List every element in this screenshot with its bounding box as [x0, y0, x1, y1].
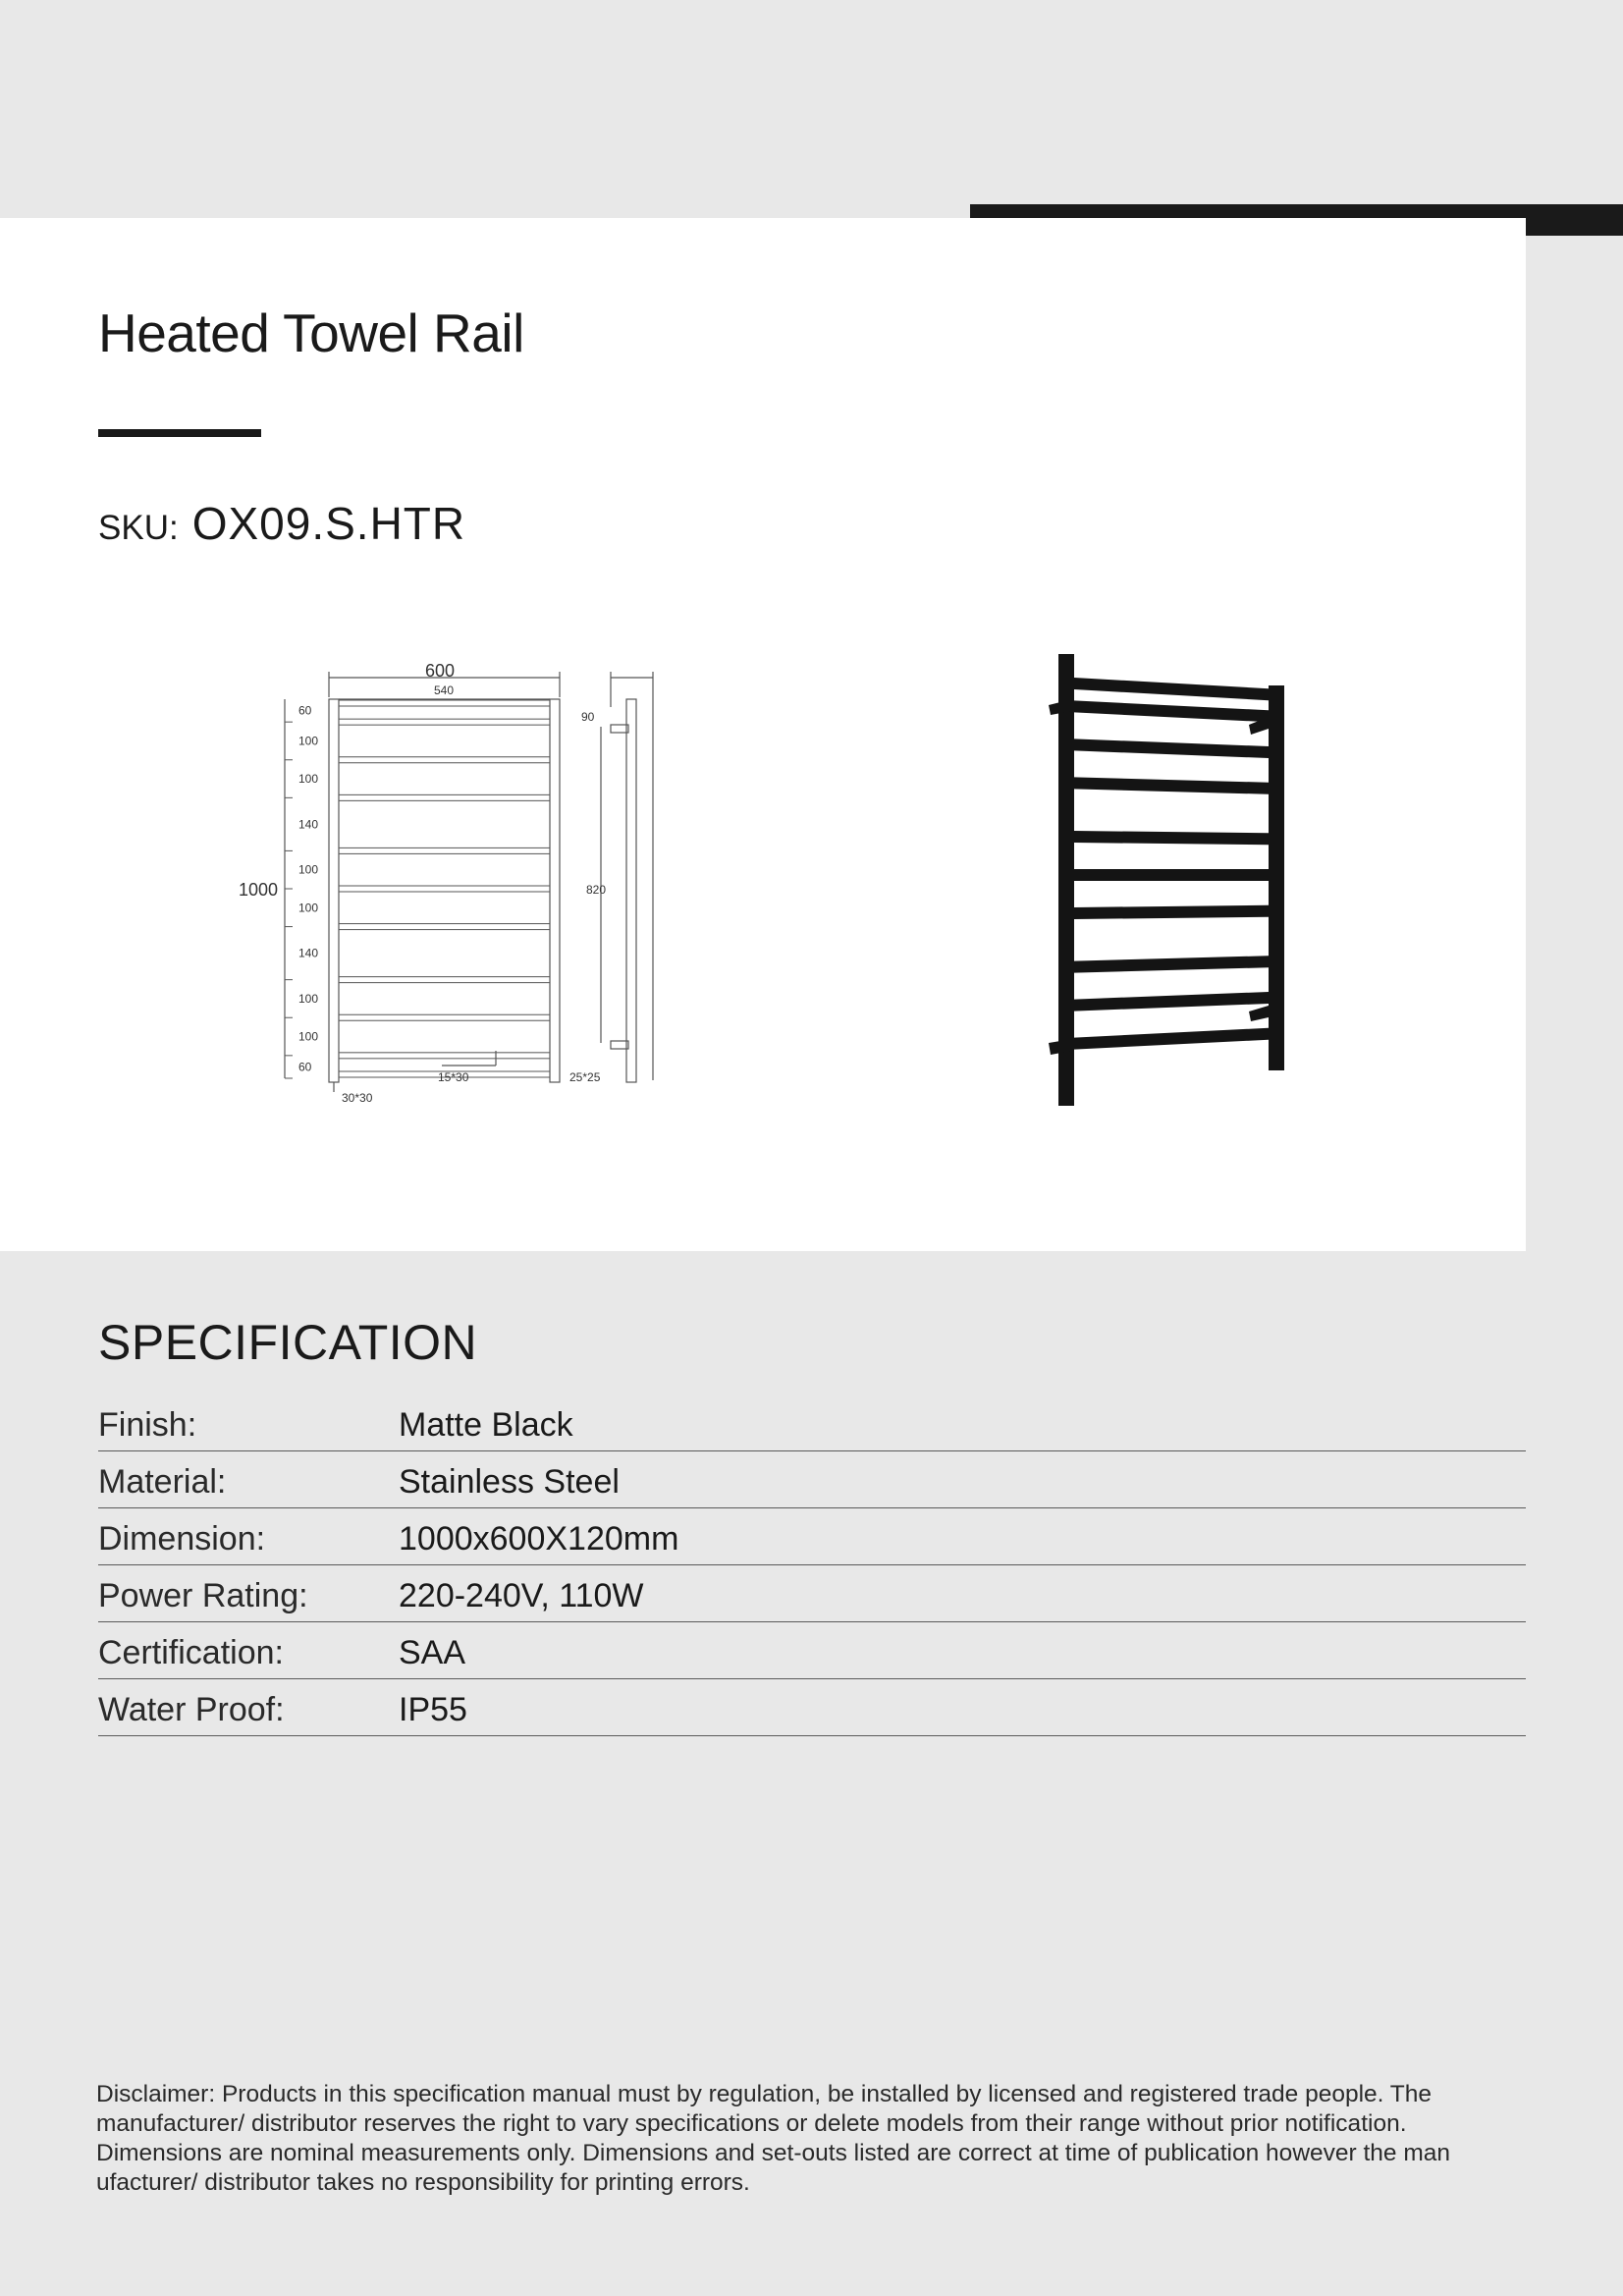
product-rail-bar — [1074, 1028, 1269, 1050]
spacing-label: 60 — [298, 1060, 312, 1074]
side-height-label: 820 — [586, 883, 607, 897]
rail-bar — [339, 847, 550, 853]
page-title: Heated Towel Rail — [98, 302, 524, 363]
product-rail-bar — [1074, 777, 1269, 793]
bracket-section-label: 25*25 — [569, 1070, 601, 1084]
rail-bar — [339, 886, 550, 892]
rail-bars — [339, 700, 550, 1077]
specification-table — [98, 1394, 1526, 1736]
spacing-label: 100 — [298, 901, 319, 915]
spacing-label: 100 — [298, 1029, 319, 1044]
spec-row-finish — [98, 1394, 1526, 1451]
rail-bar — [339, 757, 550, 763]
spacing-label: 100 — [298, 734, 319, 748]
spec-label: Dimension: — [98, 1520, 266, 1558]
product-rail-bar — [1074, 956, 1269, 972]
spec-row-power-rating — [98, 1565, 1526, 1622]
spec-label: Certification: — [98, 1634, 284, 1671]
spec-value: Stainless Steel — [399, 1463, 620, 1501]
sku-line — [98, 498, 466, 549]
spacing-label: 100 — [298, 991, 319, 1006]
side-view-upright — [626, 699, 636, 1082]
spacing-label: 100 — [298, 862, 319, 877]
spacing-label: 100 — [298, 772, 319, 787]
spec-value: 1000x600X120mm — [399, 1520, 679, 1558]
rail-bar — [339, 977, 550, 983]
sku-value: OX09.S.HTR — [191, 498, 466, 549]
rail-bar — [339, 700, 550, 706]
spec-label: Material: — [98, 1463, 227, 1501]
bar-section-label: 15*30 — [438, 1070, 469, 1084]
title-underline — [98, 429, 261, 437]
product-rail-bar — [1074, 905, 1269, 919]
side-depth-label: 90 — [581, 710, 595, 724]
spacing-label: 60 — [298, 703, 312, 718]
spacing-labels — [285, 704, 318, 1078]
rail-bar — [339, 794, 550, 800]
product-rail-bar — [1074, 831, 1269, 845]
product-rail-bar — [1074, 992, 1269, 1011]
spec-value: 220-240V, 110W — [399, 1577, 644, 1614]
product-rail-bar — [1074, 738, 1269, 758]
spec-value: SAA — [399, 1634, 466, 1671]
spec-value: Matte Black — [399, 1406, 573, 1444]
product-rail-bar — [1074, 700, 1269, 722]
spec-row-water-proof — [98, 1679, 1526, 1736]
product-panel — [0, 218, 1526, 1251]
spec-label: Water Proof: — [98, 1691, 285, 1728]
spec-row-dimension — [98, 1508, 1526, 1565]
right-upright — [550, 699, 560, 1082]
rail-bar — [339, 924, 550, 930]
spec-row-material — [98, 1451, 1526, 1508]
product-left-upright — [1058, 654, 1074, 1106]
product-rail-bar — [1074, 869, 1269, 881]
product-right-upright — [1269, 685, 1284, 1070]
spec-label: Finish: — [98, 1406, 197, 1444]
rail-bar — [339, 1053, 550, 1059]
frame-section-label: 30*30 — [342, 1091, 373, 1105]
spec-row-certification — [98, 1622, 1526, 1679]
sku-label: SKU: — [98, 509, 179, 547]
technical-drawing — [231, 658, 663, 1110]
spec-label: Power Rating: — [98, 1577, 308, 1614]
rail-bar — [339, 1014, 550, 1020]
left-upright — [329, 699, 339, 1082]
specification-heading: SPECIFICATION — [98, 1315, 478, 1370]
spacing-label: 140 — [298, 946, 319, 960]
spacing-label: 140 — [298, 817, 319, 832]
product-image — [1041, 648, 1296, 1120]
overall-height-label: 1000 — [239, 880, 279, 900]
spec-value: IP55 — [399, 1691, 467, 1728]
overall-width-label: 600 — [425, 661, 456, 681]
rail-bar — [339, 719, 550, 725]
inner-width-label: 540 — [434, 683, 455, 697]
product-rail-bar — [1074, 678, 1269, 700]
disclaimer-text: Disclaimer: Products in this specification manual must by regulation, be installed by licensed and registered trade people. The manufacturer/ distributor reserves the right to vary specifications or delete models from their range without prior notification. Dimensions are nominal measurements only. Dimensions and set-outs listed are correct at time of publication however the man ufacturer/ distributor takes no responsibility for printing errors. — [96, 2081, 1450, 2196]
